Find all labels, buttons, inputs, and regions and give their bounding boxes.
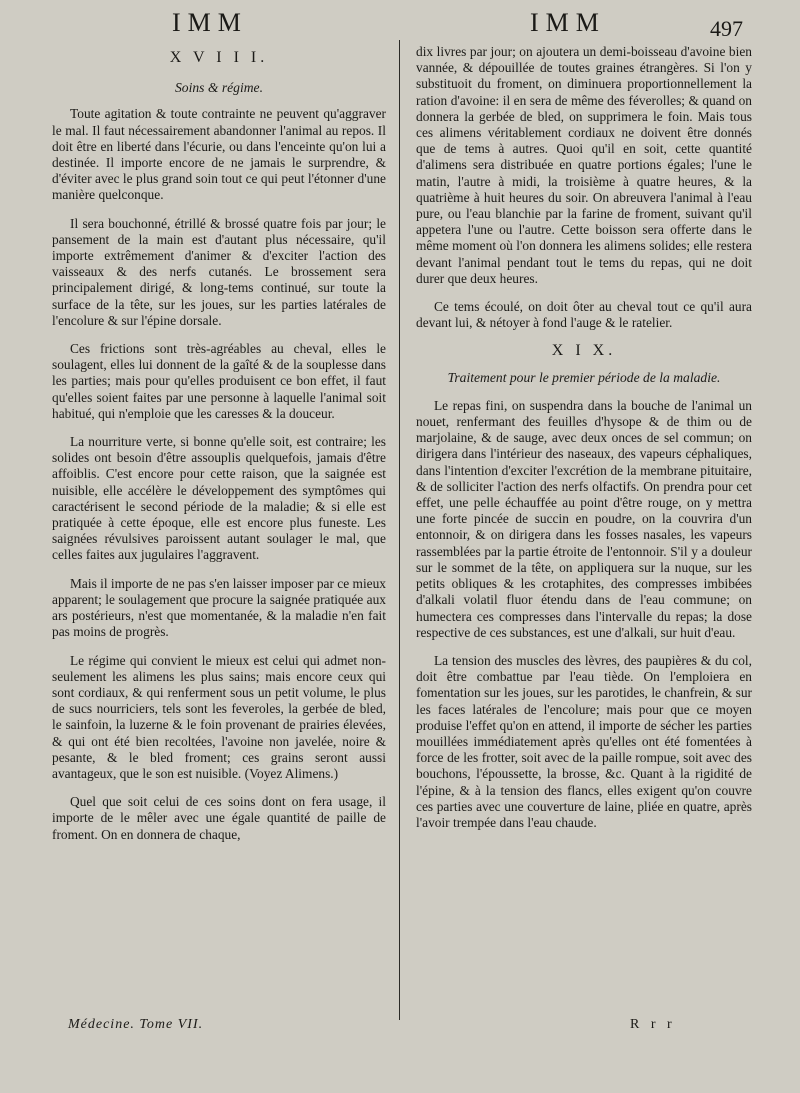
- running-head-right: IMM: [530, 8, 606, 37]
- paragraph: Ces frictions sont très-agréables au cheval, elles le soulagent, elles lui donnent de la gaîté & de la souplesse dans les parties; mais pour qu'elles produisent ce bon effet, il faut qu'elles soient faites par une personne à laquelle l'animal soit habitué, qui n'emploie que les caresses & la douceur.: [52, 341, 386, 421]
- paragraph: Mais il importe de ne pas s'en laisser imposer par ce mieux apparent; le soulagement que procure la saignée pratiquée aux ars postérieurs, n'est que momentanée, & la maladie n'en fait pas moins de progrès.: [52, 575, 386, 640]
- section-title: Traitement pour le premier période de la maladie.: [447, 369, 721, 385]
- paragraph: Ce tems écoulé, on doit ôter au cheval tout ce qu'il aura devant lui, & nétoyer à fond l'auge & le ratelier.: [416, 299, 752, 331]
- paragraph: Il sera bouchonné, étrillé & brossé quatre fois par jour; le pansement de la main est d'autant plus nécessaire, qu'il importe extrêmement d'animer & d'exciter l'action des vaisseaux & des nerfs cutanés. Le brossement sera principalement dirigé, & long-tems continué, sur toute la surface de la tête, sur les joues, sur les parties latérales de l'encolure & sur l'épine dorsale.: [52, 215, 386, 328]
- paragraph: dix livres par jour; on ajoutera un demi-boisseau d'avoine bien vannée, & dépouillée de toutes graines étrangères. Si l'on y substituoit du froment, on diminuera proportionnellement la ration d'avoine: il en sera de même des féverolles; & quand on donnera la gerbée de bled, on supprimera le foin. Mais tous ces alimens véritablement cordiaux ne doivent être donnés que de tems à autres. Quoi qu'il en soit, cette quantité d'alimens sera distribuée en quatre portions égales; l'une le matin, l'autre à midi, la troisième à quatre heures, & la quatrième à huit heures du soir. On abreuvera l'animal à l'eau pure, ou l'eau blanchie par la farine de froment, suivant qu'il appetera l'une ou l'autre. Cette boisson sera offerte dans le même moment où l'on donnera les alimens solides; elle restera devant l'animal pendant tout le tems du repas, qui ne doit durer que deux heures.: [416, 44, 752, 286]
- section-number: X V I I I.: [169, 49, 269, 66]
- running-head-left: IMM: [172, 8, 248, 37]
- section-title: Soins & régime.: [175, 80, 263, 96]
- paragraph: Le repas fini, on suspendra dans la bouche de l'animal un nouet, renfermant des feuilles d'hysope & de thim ou de marjolaine, & de sauge, avec deux onces de sel commun; on dirigera dans l'intérieur des naseaux, des vapeurs céphaliques, dans l'intention d'exciter l'excrétion de la membrane pituitaire, & de solliciter l'action des nerfs olfactifs. On prendra pour cet effet, une pelle échauffée au point d'être rouge, on y mettra une forte pincée de succin en poudre, on la couvrira d'un entonnoir, & on dirigera dans les fosses nasales, les vapeurs rassemblées par la partie étroite de l'entonnoir. S'il y a douleur sur le sommet de la tête, on appliquera sur la nuque, sur les petits obliques & les crotaphites, des compresses imbibées d'alkali volatil fluor étendu dans de l'eau commune; on humectera ces compresses dans l'intervalle du repas; la dose respective de ces substances, est une d'alkali, sur huit d'eau.: [416, 397, 752, 640]
- footer-volume: Médecine. Tome VII.: [68, 1017, 204, 1032]
- paragraph: Quel que soit celui de ces soins dont on fera usage, il importe de le mêler avec une égale quantité de paille de froment. On en donnera de chaque,: [52, 794, 386, 842]
- paragraph: Toute agitation & toute contrainte ne peuvent qu'aggraver le mal. Il faut nécessairement abandonner l'animal au repos. Il doit être en liberté dans l'écurie, ou dans l'enceinte qu'on lui a destinée. Il importe encore de ne jamais le surprendre, & d'éviter avec le plus grand soin tout ce qui peut l'étonner d'une manière quelconque.: [52, 106, 386, 203]
- column-divider: [399, 40, 400, 1020]
- section-number: X I X.: [551, 342, 617, 360]
- right-column: [416, 44, 752, 1009]
- paragraph: La tension des muscles des lèvres, des paupières & du col, doit être combattue par l'eau tiède. On l'emploiera en fomentation sur les joues, sur les parotides, le chanfrein, & sur les faces latérales de l'encolure; mais pour que ce moyen produise l'effet qu'on en attend, il importe de sécher les parties mouillées immédiatement après qu'elles ont été fomentées à force de les frotter, soit avec de la paille rompue, soit avec des bouchons, l'époussette, la brosse, &c. Quant à la rigidité de l'épine, & à la tension des flancs, elles exigent qu'on couvre ces parties avec une couverture de laine, pliée en quatre, après l'avoir trempée dans l'eau chaude.: [416, 652, 752, 830]
- page-number: 497: [710, 16, 743, 41]
- paragraph: La nourriture verte, si bonne qu'elle soit, est contraire; les solides ont besoin d'être assouplis quelquefois, jamais d'être affoiblis. C'est encore pour cette raison, que la saignée est nuisible, elle accélère le développement des symptômes qui caractérisent le second période de la maladie; & si elle est pratiquée à cette époque, elle est encore plus funeste. Les saignées révulsives paroissent autant soulager le mal, que celles faites aux jugulaires l'aggravent.: [52, 434, 386, 563]
- footer-signature: R r r: [630, 1017, 676, 1032]
- left-column: [52, 44, 386, 1009]
- paragraph: Le régime qui convient le mieux est celui qui admet non-seulement les alimens les plus sains; mais encore ceux qui sont cordiaux, & qui renferment sous un petit volume, le plus de sucs nourriciers, tels sont les feveroles, la gerbée de bled, le sainfoin, la luzerne & le foin provenant de prairies élevées, & qui ont été bien recoltées, l'avoine non javelée, noire & pesante, & le bled froment; ces grains seront aussi avantageux, que le son est nuisible. (Voyez Alimens.): [52, 652, 386, 781]
